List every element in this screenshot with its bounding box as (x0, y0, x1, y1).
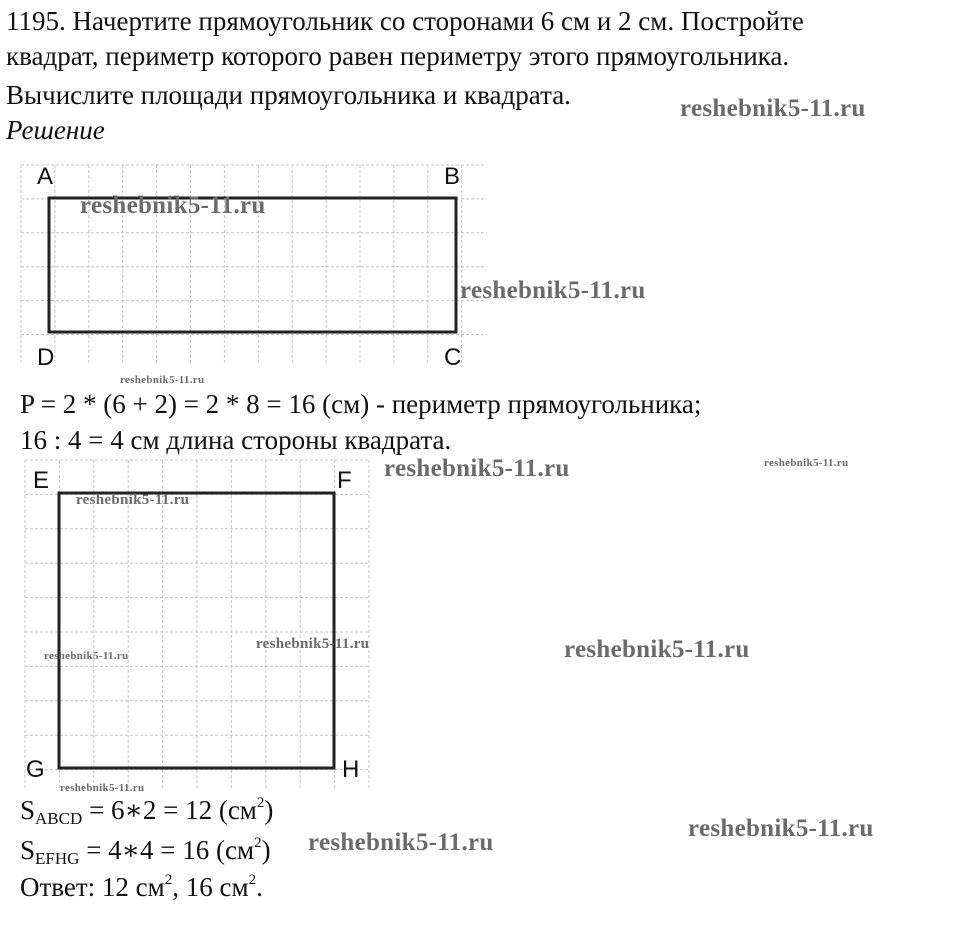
watermark: reshebnik5-11.ru (764, 457, 849, 469)
square-figure (0, 460, 380, 783)
watermark: reshebnik5-11.ru (60, 782, 145, 794)
side-calc: 16 : 4 = 4 см длина стороны квадрата. (20, 425, 452, 455)
rectangle-figure (0, 150, 490, 380)
vertex-f-label: F (337, 467, 352, 494)
watermark: reshebnik5-11.ru (44, 650, 129, 662)
watermark: reshebnik5-11.ru (120, 374, 205, 386)
area-rectangle: $S_{ABCD}$ = 6∗2 = 12 $(см^2)$ (20, 795, 274, 828)
watermark: reshebnik5-11.ru (256, 636, 370, 652)
watermark: reshebnik5-11.ru (384, 455, 570, 482)
vertex-e-label: E (33, 467, 50, 494)
watermark: reshebnik5-11.ru (80, 192, 266, 219)
square-grid (25, 460, 370, 790)
watermark: reshebnik5-11.ru (680, 95, 866, 122)
problem-line-1: 1195. Начертите прямоугольник со сторонами 6 см и 2 см. Постройте (6, 6, 804, 36)
watermark: reshebnik5-11.ru (564, 636, 750, 663)
solution-heading: Решение (6, 115, 105, 145)
vertex-h-label: H (342, 756, 360, 783)
watermark: reshebnik5-11.ru (688, 815, 874, 842)
vertex-g-label: G (26, 756, 45, 783)
area-square: $S_{EFHG}$ = 4∗4 = 16 $(см^2)$ (20, 835, 271, 868)
watermark: reshebnik5-11.ru (308, 829, 494, 856)
answer-line: Ответ: 12 $см^2$, 16 $см^2$. (20, 872, 263, 902)
problem-line-3: Вычислите площади прямоугольника и квадрата. (6, 80, 571, 110)
vertex-c-label: C (444, 344, 462, 371)
problem-line-2: квадрат, периметр которого равен периметру этого прямоугольника. (6, 41, 790, 71)
vertex-b-label: B (444, 163, 461, 190)
watermark: reshebnik5-11.ru (76, 492, 190, 508)
perimeter-calc: P = 2 * (6 + 2) = 2 * 8 = 16 (см) - периметр прямоугольника; (20, 389, 702, 419)
vertex-a-label: A (37, 163, 54, 190)
watermark: reshebnik5-11.ru (460, 277, 646, 304)
vertex-d-label: D (37, 344, 55, 371)
